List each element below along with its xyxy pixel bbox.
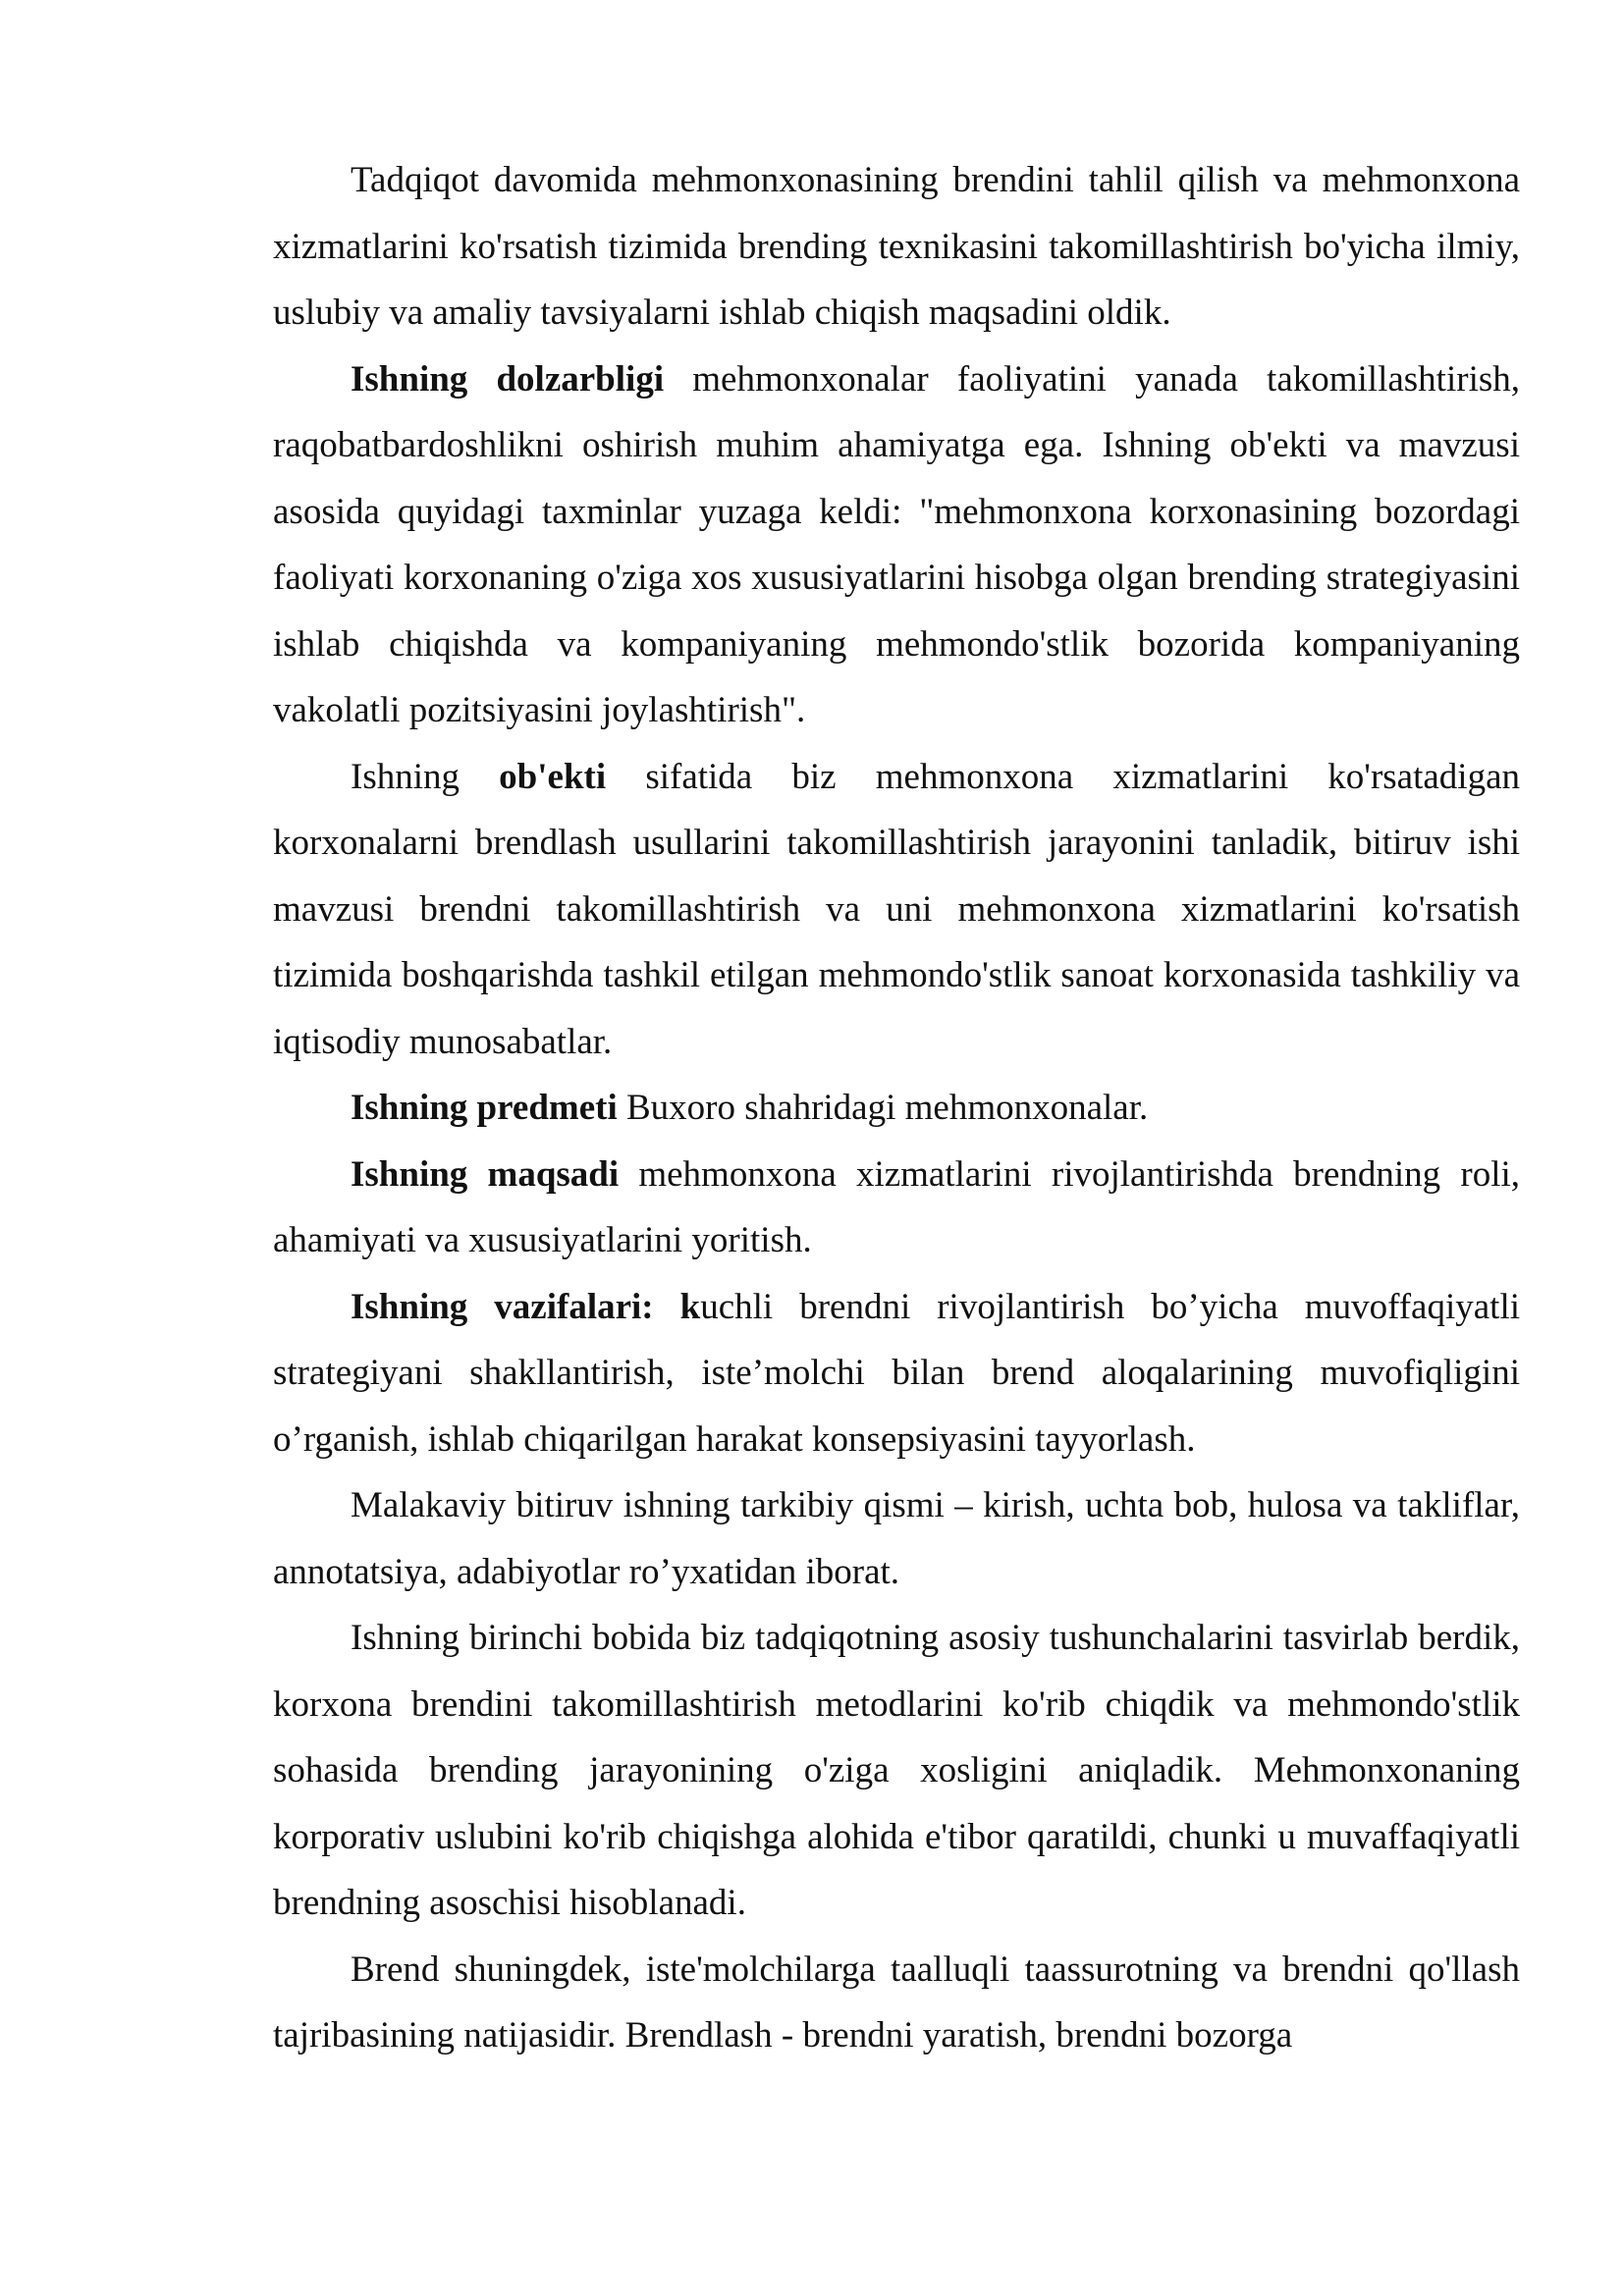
- paragraph-text: Ishning birinchi bobida biz tadqiqotning asosiy tushunchalarini tasvirlab berdik, korxona brendini takomillashtirish metodlarini ko'rib chiqdik va mehmondo'stlik sohasida brending jarayonining o'ziga xosligini aniqladik. Mehmonxonaning korporativ uslubini ko'rib chiqishga alohida e'tibor qaratildi, chunki u muvaffaqiyatli brendning asoschisi hisoblanadi.: [273, 1618, 1520, 1923]
- paragraph-brand: [273, 1937, 1520, 2069]
- paragraph-text-lead: Ishning: [351, 756, 500, 797]
- paragraph-structure: [273, 1472, 1520, 1605]
- paragraph-heading: Ishning predmeti: [351, 1088, 618, 1128]
- paragraph-heading: Ishning maqsadi: [351, 1153, 620, 1195]
- paragraph-text: Buxoro shahridagi mehmonxonalar.: [617, 1088, 1149, 1128]
- paragraph-heading: Ishning dolzarbligi: [351, 358, 665, 400]
- paragraph-text: Brend shuningdek, iste'molchilarga taalluqli taassurotning va brendni qo'llash tajribasining natijasidir. Brendlash - brendni yaratish, brendni bozorga: [273, 1949, 1520, 2056]
- paragraph-research-goal: [273, 147, 1520, 347]
- paragraph-heading: Ishning vazifalari: k: [351, 1286, 701, 1327]
- paragraph-text: mehmonxonalar faoliyatini yanada takomillashtirish, raqobatbardoshlikni oshirish muhim ahamiyatga ega. Ishning ob'ekti va mavzusi asosida quyidagi taxminlar yuzaga keldi: "mehmonxona korxonasining bozordagi faoliyati korxonaning o'ziga xos xususiyatlarini hisobga olgan brending strategiyasini ishlab chiqishda va kompaniyaning mehmondo'stlik bozorida kompaniyaning vakolatli pozitsiyasini joylashtirish".: [273, 358, 1520, 730]
- paragraph-text: mehmonxona xizmatlarini rivojlantirishda brendning roli, ahamiyati va xususiyatlarini yoritish.: [273, 1153, 1520, 1260]
- paragraph-text: Tadqiqot davomida mehmonxonasining brendini tahlil qilish va mehmonxona xizmatlarini ko'rsatish tizimida brending texnikasini takomillashtirish bo'yicha ilmiy, uslubiy va amaliy tavsiyalarni ishlab chiqish maqsadini oldik.: [273, 160, 1520, 333]
- body-text: [273, 147, 1520, 2069]
- paragraph-subject: [273, 1075, 1520, 1142]
- paragraph-text: Malakaviy bitiruv ishning tarkibiy qismi – kirish, uchta bob, hulosa va takliflar, annotatsiya, adabiyotlar ro’yxatidan iborat.: [273, 1485, 1520, 1592]
- paragraph-text: uchli brendni rivojlantirish bo’yicha muvoffaqiyatli strategiyani shakllantirish, iste’molchi bilan brend aloqalarining muvofiqligini o’rganish, ishlab chiqarilgan harakat konsepsiyasini tayyorlash.: [273, 1286, 1521, 1460]
- paragraph-object: [273, 744, 1520, 1076]
- paragraph-heading: ob'ekti: [499, 756, 607, 797]
- paragraph-tasks: [273, 1274, 1520, 1473]
- paragraph-chapter-one: [273, 1605, 1520, 1937]
- paragraph-relevance: [273, 347, 1520, 744]
- paragraph-aim: [273, 1142, 1520, 1274]
- paragraph-text: sifatida biz mehmonxona xizmatlarini ko'rsatadigan korxonalarni brendlash usullarini takomillashtirish jarayonini tanladik, bitiruv ishi mavzusi brendni takomillashtirish va uni mehmonxona xizmatlarini ko'rsatish tizimida boshqarishda tashkil etilgan mehmondo'stlik sanoat korxonasida tashkiliy va iqtisodiy munosabatlar.: [273, 756, 1520, 1062]
